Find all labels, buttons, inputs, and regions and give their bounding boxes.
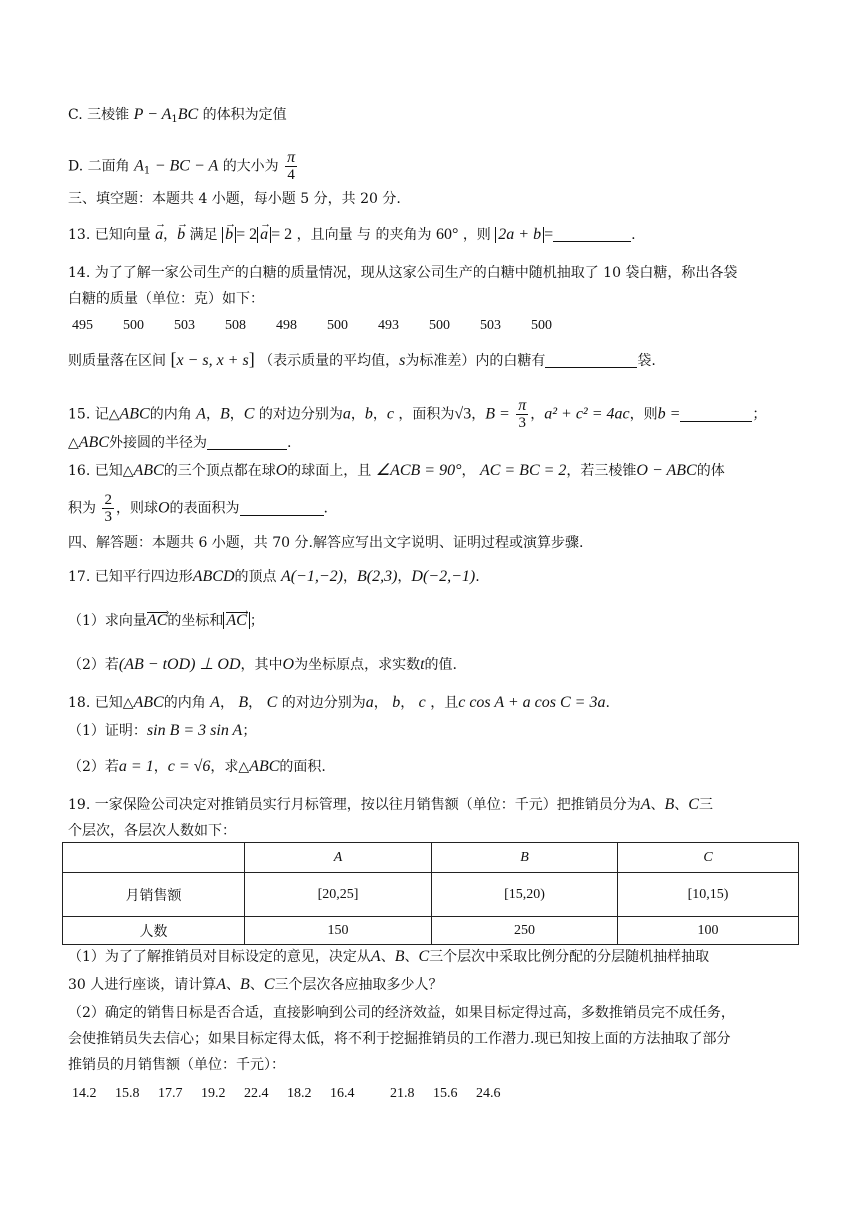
q16-answer-blank[interactable] — [240, 500, 324, 516]
q13-text-b: 满足 — [189, 227, 218, 243]
q13-text-a: 13. 已知向量 — [68, 227, 151, 243]
q19-p1-lvC-2: C — [263, 976, 275, 993]
q18-p1-text-a: （1）证明： — [68, 723, 147, 739]
q18-p2-text-c: ，求△ — [210, 759, 250, 775]
q15-text-e: ， — [471, 406, 486, 423]
q14-value: 500 — [429, 318, 450, 333]
q15-text-line2b: 外接圆的半径为 — [109, 435, 207, 451]
q19-s1: 、 — [650, 797, 665, 813]
q17-abs-ac-vec: AC › — [226, 612, 246, 629]
question-13: 13. 已知向量 → a，→ b 满足 → b = 2→ a = 2 ，且向量 与 的夹角为 60° ，则 2a + b = . — [68, 224, 800, 246]
q19-line2: 个层次，各层次人数如下： — [68, 823, 236, 839]
q13-abs-b — [222, 227, 236, 243]
table-header-cell: B — [432, 843, 618, 873]
q18-text-a: 18. 已知△ — [68, 695, 134, 711]
q14-line1: 14. 为了了解一家公司生产的白糖的质量情况，现从这家公司生产的白糖中随机抽取了 10 袋白糖，称出各袋 — [68, 265, 738, 281]
q17-text-e: . — [475, 569, 480, 585]
q15-answer-blank-2[interactable] — [207, 434, 287, 450]
option-c-label: C. 三棱锥 — [68, 107, 130, 123]
q19-value: 17.7 — [158, 1086, 183, 1101]
q15-C: C — [243, 405, 255, 423]
q15-text-d: ，面积为 — [398, 406, 455, 423]
option-d-den: 4 — [287, 167, 295, 183]
option-c — [68, 104, 800, 131]
q18-C: C — [266, 694, 278, 711]
q17-p2-text-a: （2）若 — [68, 657, 119, 673]
q15-text-line2c: . — [287, 435, 292, 451]
q16-text-c: 的球面上，且 — [287, 463, 372, 479]
q19-p1-lvC: C — [418, 948, 430, 965]
q13-angle: 60° — [435, 226, 459, 243]
q14-value: 493 — [378, 318, 399, 333]
q17-D: D(−2,−1) — [411, 568, 476, 585]
q18-p2-text-a: （2）若 — [68, 759, 119, 775]
q17-p2-text-d: 的值. — [424, 657, 457, 673]
q15-fraction — [516, 398, 528, 431]
q16-O-2: O — [157, 499, 170, 517]
table-row — [63, 917, 799, 945]
q18-B: B — [238, 694, 249, 711]
q15-abc: ABC — [119, 405, 150, 423]
table-cell: 250 — [432, 917, 618, 945]
table-header-cell: C — [618, 843, 799, 873]
option-c-tail: 的体积为定值 — [202, 107, 287, 123]
q18-abc-2: ABC — [249, 758, 280, 775]
question-15: 15. 记△ABC的内角 A，B，C 的对边分别为a，b，c ，面积为√3，B = $\frac{\pi}{3}$ ，a² + c² = 4ac，则b = ； — [68, 397, 767, 431]
option-c-math: P − A — [133, 106, 172, 123]
q16-eq: AC = BC = 2 — [479, 462, 567, 479]
q16-text-f: 的体 — [696, 463, 725, 479]
q18-p2-text-d: 的面积. — [279, 759, 326, 775]
q15-answer-blank-1[interactable] — [680, 406, 752, 422]
q18-A: A — [210, 694, 220, 711]
q13-answer-blank[interactable] — [553, 226, 631, 242]
q15-abc-2: ABC — [78, 434, 109, 451]
q15-tri: △ — [68, 435, 79, 451]
question-18: 18. 已知△ABC的内角 A， B， C 的对边分别为a， b， c ，且c cos A + a cos C = 3a. — [68, 694, 610, 711]
q19-part2-line2: 会使推销员失去信心；如果目标定得太低，将不利于挖掘推销员的工作潜力.现已知按上面的方法抽取了部分 — [68, 1031, 731, 1047]
q18-eq: c cos A + a cos C = 3a — [458, 694, 606, 711]
q19-value: 19.2 — [201, 1086, 226, 1101]
option-d — [68, 150, 800, 183]
q14-text-d: 袋. — [637, 353, 656, 369]
q15-text-b: 的内角 — [149, 406, 192, 423]
q19-value: 15.6 — [433, 1086, 458, 1101]
q17-B: B(2,3) — [356, 568, 398, 585]
table-cell: [15,20) — [432, 873, 618, 917]
table-cell: 150 — [245, 917, 432, 945]
q16-tri: O − ABC — [636, 462, 697, 479]
q15-lc: c — [386, 405, 394, 423]
option-d-label: D. 二面角 — [68, 158, 130, 175]
q17-A: A(−1,−2) — [280, 568, 343, 585]
q13-text-e: 的夹角为 — [375, 227, 432, 243]
section-4-heading: 四、解答题：本题共 6 小题，共 70 分.解答应写出文字说明、证明过程或演算步骤. — [68, 535, 584, 551]
q14-value: 508 — [225, 318, 246, 333]
q13-eq-2: = 2 — [236, 226, 258, 243]
q16-text-a: 16. 已知△ — [68, 463, 134, 479]
table-cell: 100 — [618, 917, 799, 945]
table-header-row — [63, 843, 799, 873]
q13-vec-b: → b — [177, 224, 185, 246]
q16-text-line2a: 积为 — [68, 500, 96, 517]
q18-p1-eq: sin B = 3 sin A — [146, 722, 243, 739]
q15-B-eq: B = — [485, 405, 510, 423]
q17-t: t — [420, 656, 425, 673]
q15-text-f: ， — [530, 406, 545, 423]
q16-abc: ABC — [133, 462, 164, 479]
q19-text-line1b: 三 — [698, 797, 713, 813]
q18-lc: c — [418, 694, 426, 711]
q13-sep: ， — [163, 227, 178, 243]
q13-text-c: ，且向量 — [296, 227, 353, 243]
table-row — [63, 873, 799, 917]
q19-value: 16.4 — [330, 1086, 355, 1101]
q14-value: 500 — [531, 318, 552, 333]
question-16 — [68, 460, 800, 482]
q13-text-d: 与 — [357, 227, 372, 243]
q18-text-c: 的对边分别为 — [281, 695, 366, 711]
q18-abc: ABC — [133, 694, 164, 711]
q17-O: O — [282, 656, 295, 673]
q17-p2-expr: (AB − tOD) ⊥ OD — [118, 656, 241, 673]
q19-p1-text-d: 三个层次各应抽取多少人？ — [274, 977, 443, 993]
q18-p2-eq1: a = 1 — [118, 758, 154, 775]
table-header-cell — [63, 843, 245, 873]
q19-line1 — [68, 794, 800, 816]
option-c-sub: 1 — [171, 114, 178, 125]
q19-s2: 、 — [674, 797, 689, 813]
q15-sqrt3: √3 — [454, 405, 472, 423]
q15-b-eq: b = — [657, 405, 681, 423]
q18-part2 — [68, 756, 800, 778]
q19-p1-text-c: 30 人进行座谈，请计算 — [68, 977, 217, 993]
q19-data — [72, 1082, 800, 1105]
q16-line2 — [68, 492, 800, 525]
q19-p1-lvB: B — [394, 948, 405, 965]
q19-part2-line1: （2）确定的销售日标是否合适，直接影响到公司的经济效益，如果目标定得过高，多数推销员完不成任务， — [68, 1005, 735, 1021]
q13-vec-a: → a — [155, 224, 163, 246]
q15-line2 — [68, 432, 800, 454]
q18-p2-eq2: c = √6 — [167, 758, 211, 775]
q16-den: 3 — [104, 509, 112, 525]
q14-value: 503 — [480, 318, 501, 333]
q17-part1 — [68, 610, 800, 632]
q17-p2-text-b: ，其中 — [240, 657, 283, 673]
q14-s: s — [399, 352, 406, 369]
q19-p1-lvA: A — [370, 948, 381, 965]
q13-eq-4: = 2 — [271, 226, 293, 243]
q15-A: A — [196, 405, 206, 423]
q15-text-g: ，则 — [629, 406, 658, 423]
q19-p1-text-b: 三个层次中采取比例分配的分层随机抽样抽取 — [429, 949, 710, 965]
q19-p1-lvB-2: B — [240, 976, 250, 993]
q19-p1-s2: 、 — [404, 949, 419, 965]
q13-equals: = — [544, 226, 554, 243]
q19-part1-line2 — [68, 974, 800, 996]
q17-text-a: 17. 已知平行四边形 — [68, 569, 193, 585]
q19-lvC: C — [688, 796, 699, 813]
table-row-label: 人数 — [63, 917, 245, 945]
q14-value: 500 — [327, 318, 348, 333]
q17-vec-ac: AC › — [147, 612, 167, 629]
q13-abs-a-vec: → a — [260, 227, 268, 243]
q19-part2-line3: 推销员的月销售额（单位：千元）： — [68, 1057, 285, 1073]
q17-part2 — [68, 654, 800, 676]
q14-value: 495 — [72, 318, 93, 333]
q14-data — [72, 314, 800, 337]
q19-value: 18.2 — [287, 1086, 312, 1101]
table-row-label: 月销售额 — [63, 873, 245, 917]
table-cell: [20,25] — [245, 873, 432, 917]
q18-lb: b — [392, 694, 401, 711]
q19-p1-lvA-2: A — [216, 976, 227, 993]
q16-text-line2d: . — [323, 500, 328, 517]
table-cell: [10,15) — [618, 873, 799, 917]
q18-part1 — [68, 720, 800, 742]
q18-la: a — [365, 694, 374, 711]
option-d-num: π — [287, 149, 296, 166]
q17-text-b: 的顶点 — [234, 569, 277, 585]
q19-value: 14.2 — [72, 1086, 97, 1101]
option-d-sub: 1 — [143, 165, 151, 177]
q14-value: 500 — [123, 318, 144, 333]
q18-text-e: . — [605, 695, 610, 711]
q16-text-b: 的三个顶点都在球 — [163, 463, 276, 479]
q15-text-a: 15. 记△ — [68, 406, 120, 423]
q19-p1-s1-2: 、 — [226, 977, 241, 993]
q14-text-b: （表示质量的平均值， — [259, 353, 400, 369]
q19-p1-s2-2: 、 — [249, 977, 264, 993]
q18-p1-text-b: ； — [242, 723, 257, 739]
q14-answer-blank[interactable] — [545, 352, 637, 368]
q15-lb: b — [364, 405, 373, 423]
q15-la: a — [342, 405, 351, 423]
q17-p1-text-a: （1）求向量 — [68, 613, 147, 629]
q19-value: 15.8 — [115, 1086, 140, 1101]
q16-num: 2 — [104, 492, 112, 508]
q19-text-line1a: 19. 一家保险公司决定对推销员实行月标管理，按以往月销售额（单位：千元）把推销员分为 — [68, 797, 641, 813]
q15-eq: a² + c² = 4ac — [544, 405, 630, 423]
section-3-heading: 三、填空题：本题共 4 小题，每小题 5 分，共 20 分. — [68, 191, 401, 207]
q19-part1-line1 — [68, 946, 800, 968]
q16-O: O — [275, 462, 288, 479]
question-17 — [68, 566, 800, 588]
option-d-math2: − BC − A — [154, 157, 219, 175]
q13-abs-b-vec: → b — [225, 227, 233, 243]
q15-num: π — [518, 397, 527, 414]
q19-lvA: A — [640, 796, 651, 813]
q15-text-h: ； — [752, 406, 767, 423]
q18-text-b: 的内角 — [163, 695, 206, 711]
option-d-math: A — [134, 157, 144, 175]
q19-lvB: B — [664, 796, 675, 813]
q17-abs-ac — [223, 612, 249, 629]
q17-p1-text-c: ； — [249, 613, 264, 629]
q17-p1-text-b: 的坐标和 — [167, 613, 224, 629]
q17-abcd: ABCD — [192, 568, 235, 585]
q16-fraction — [102, 492, 114, 525]
q13-expr: 2a + b — [495, 227, 544, 243]
q16-text-e: ，若三棱锥 — [566, 463, 637, 479]
option-c-math2: BC — [177, 106, 199, 123]
sales-table — [62, 842, 799, 945]
q14-value: 503 — [174, 318, 195, 333]
q15-text-c: 的对边分别为 — [258, 406, 343, 423]
q16-text-line2c: 的表面积为 — [169, 500, 240, 517]
q18-text-d: ，且 — [430, 695, 459, 711]
q19-value: 22.4 — [244, 1086, 269, 1101]
option-d-mid: 的大小为 — [222, 158, 279, 175]
q14-line2: 白糖的质量（单位：克）如下： — [68, 291, 264, 307]
q19-value: 21.8 — [390, 1086, 415, 1101]
q17-p2-text-c: 为坐标原点，求实数 — [294, 657, 421, 673]
q16-text-line2b: ，则球 — [115, 500, 158, 517]
q19-p1-s1: 、 — [380, 949, 395, 965]
q15-den: 3 — [518, 415, 526, 431]
q13-text-f: ，则 — [462, 227, 491, 243]
q19-value: 24.6 — [476, 1086, 501, 1101]
table-header-cell: A — [245, 843, 432, 873]
q15-B: B — [219, 405, 230, 423]
q17-text-c: ， — [342, 569, 357, 585]
option-d-fraction — [285, 150, 297, 183]
q17-text-d: ， — [397, 569, 412, 585]
q16-text-d: ， — [461, 463, 476, 479]
q14-line4: 则质量落在区间 [x − s, x + s] （表示质量的平均值，s为标准差）内的白糖有 袋. — [68, 349, 656, 369]
q16-angle: ∠ACB = 90° — [375, 462, 462, 479]
q13-abs-a — [257, 227, 271, 243]
q14-interval: x − s, x + s — [176, 352, 249, 369]
q14-text-c: 为标准差）内的白糖有 — [405, 353, 546, 369]
q19-p1-text-a: （1）为了了解推销员对目标设定的意见，决定从 — [68, 949, 371, 965]
q14-value: 498 — [276, 318, 297, 333]
q14-text-a: 则质量落在区间 — [68, 353, 166, 369]
q18-p2-text-b: ， — [153, 759, 168, 775]
